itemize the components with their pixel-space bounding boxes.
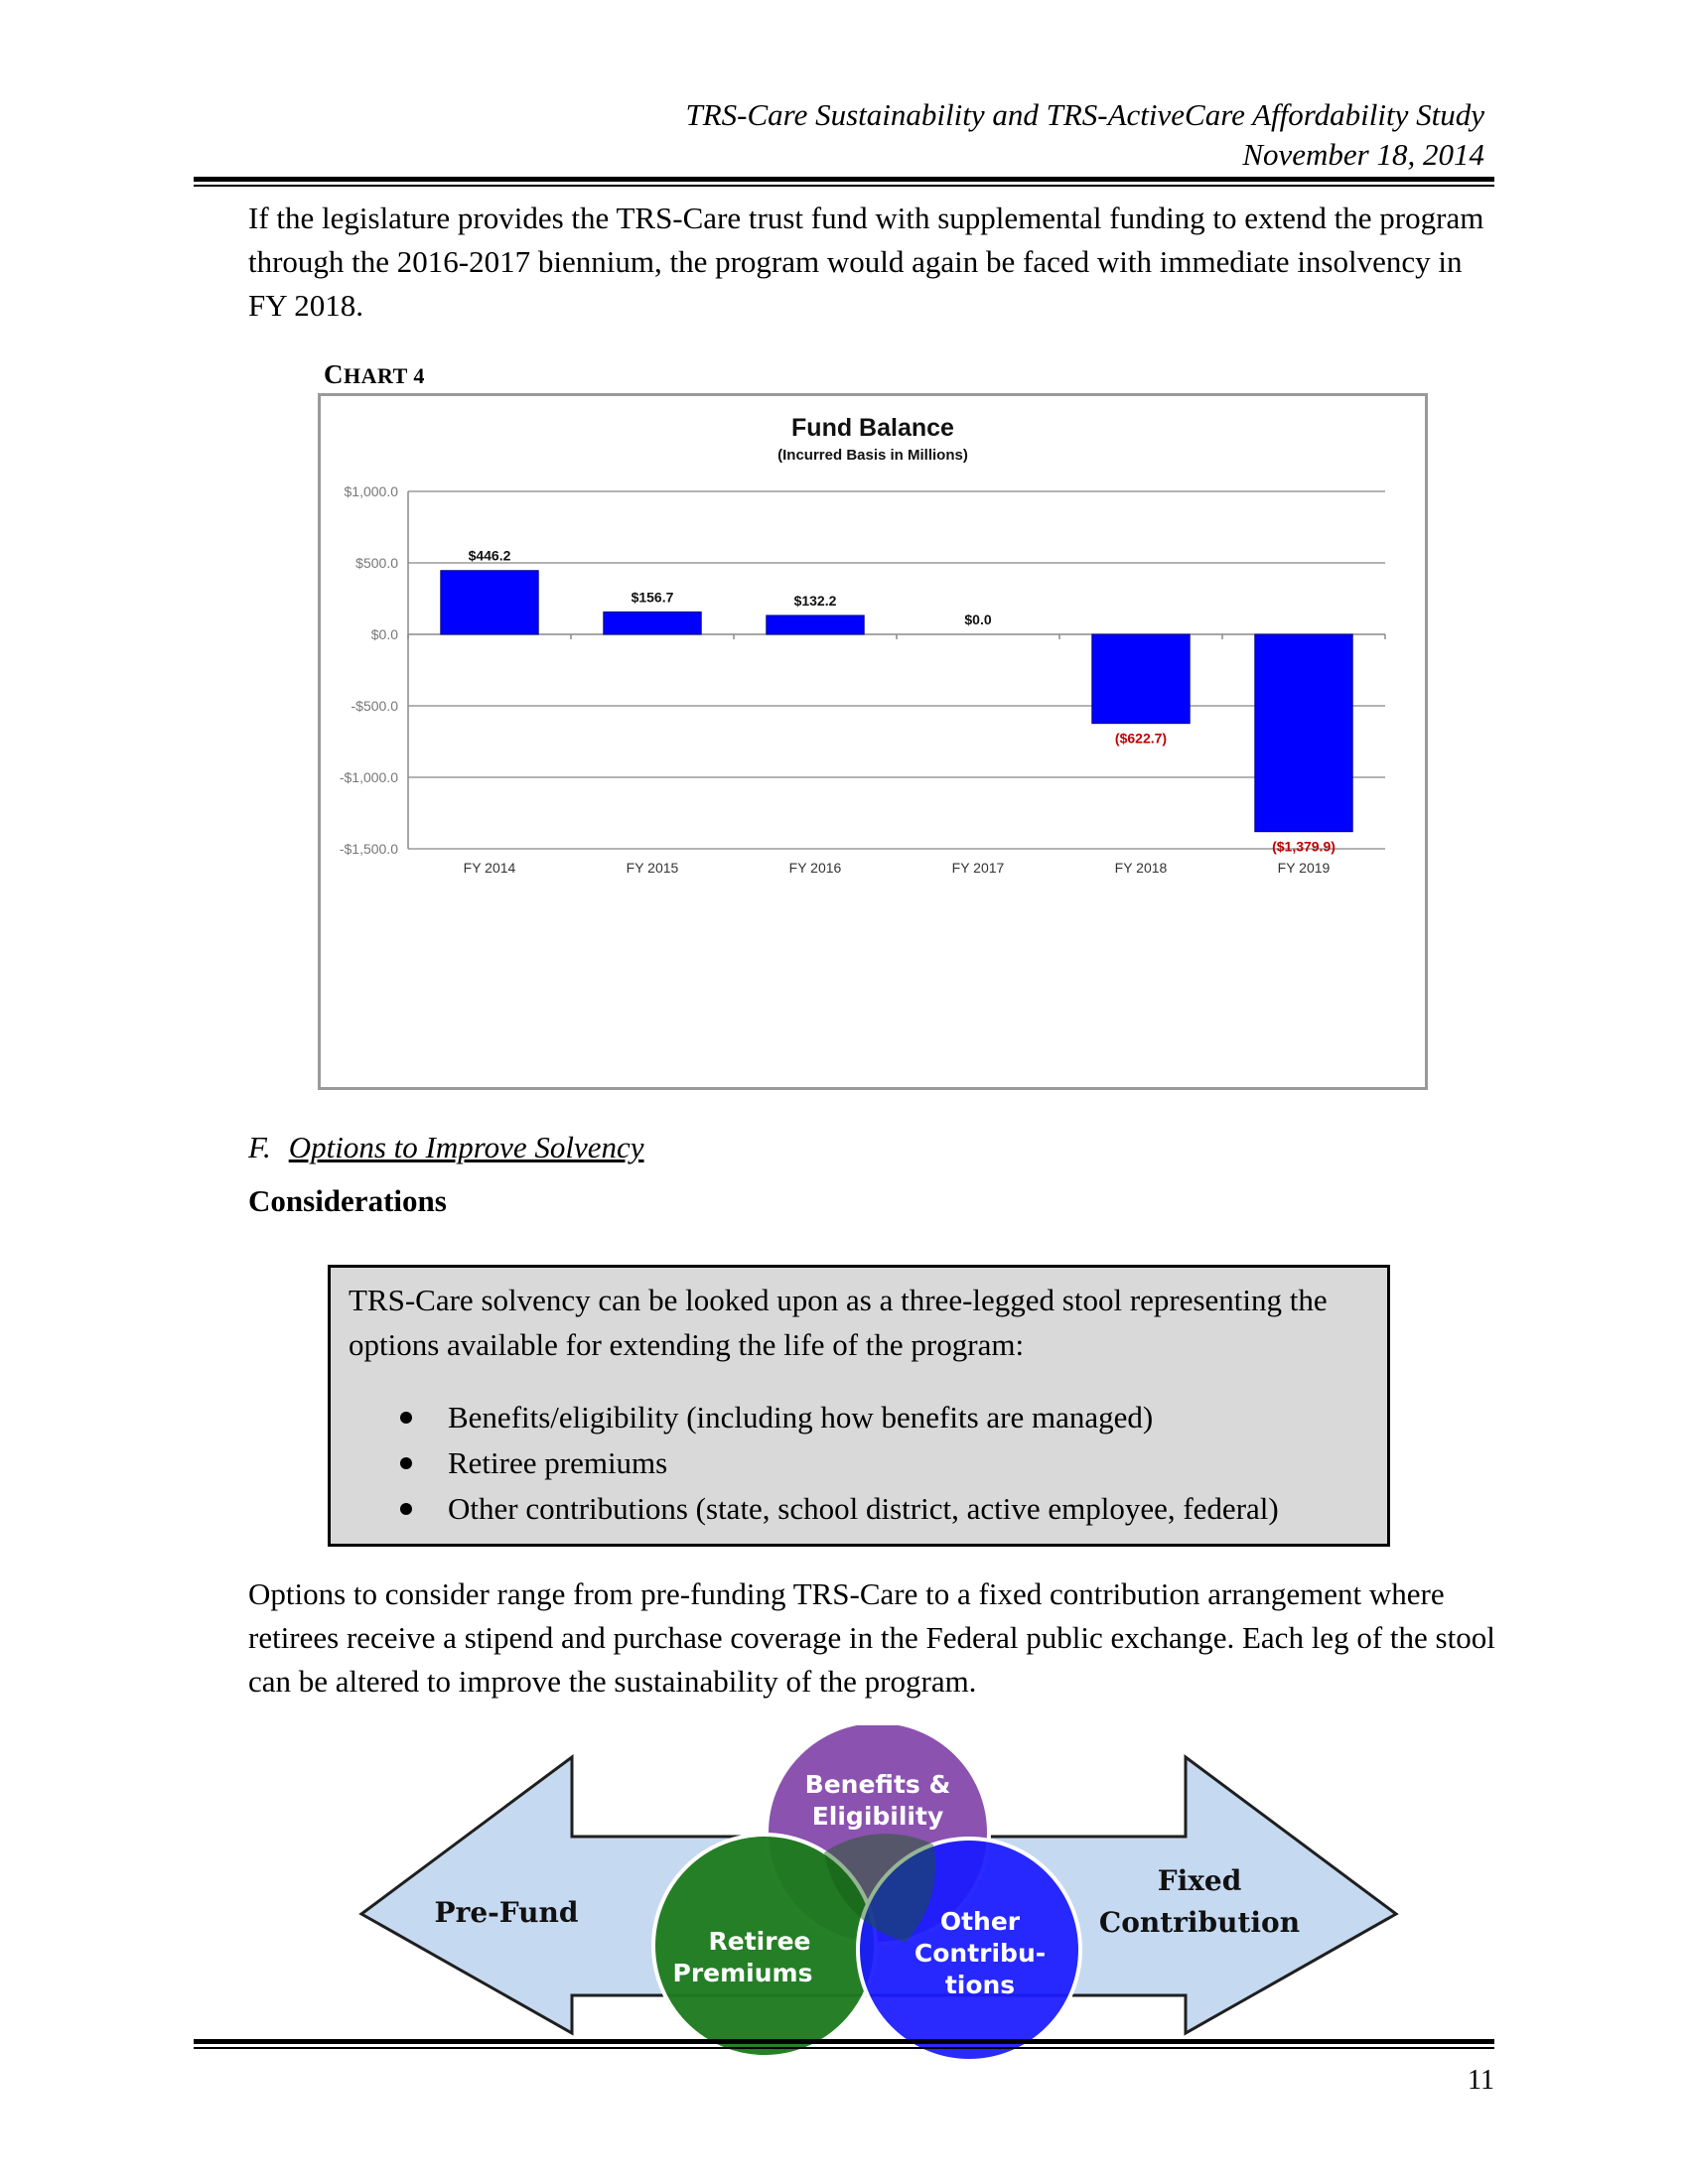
data-label: $0.0 (964, 612, 992, 627)
y-tick-label: $1,000.0 (344, 483, 398, 499)
contribution-label: Contribution (1098, 1906, 1301, 1939)
page-number: 11 (1468, 2065, 1494, 2096)
fixed-label: Fixed (1157, 1864, 1242, 1897)
x-tick-label: FY 2014 (463, 860, 516, 876)
chart-title: Fund Balance (791, 414, 954, 442)
footer-rule-thin (194, 2047, 1494, 2049)
options-paragraph: Options to consider range from pre-funding TRS-Care to a fixed contribution arrangement where retirees receive a stipend and purchase coverage in the Federal public exchange. Each leg of the stool can be altered to improve the sustainability of the program. (248, 1576, 1495, 1699)
bullet-icon (400, 1412, 412, 1424)
considerations-heading: Considerations (248, 1183, 447, 1218)
list-item: Benefits/eligibility (including how benefits are managed) (349, 1395, 1369, 1440)
bar (767, 615, 864, 634)
header-rule-thin (194, 185, 1494, 187)
bar (441, 571, 538, 634)
y-tick-label: $0.0 (370, 626, 398, 642)
list-item: Retiree premiums (349, 1440, 1369, 1486)
document-title: TRS-Care Sustainability and TRS-ActiveCare Affordability Study (685, 97, 1484, 132)
benefits-label-1: Benefits & (804, 1770, 951, 1799)
section-heading: F. Options to Improve Solvency (248, 1130, 644, 1164)
retiree-label-1: Retiree (708, 1927, 811, 1956)
data-label: $156.7 (631, 589, 674, 606)
x-tick-label: FY 2018 (1114, 860, 1168, 876)
x-tick-label: FY 2017 (951, 860, 1005, 876)
chart-gridlines (408, 491, 1385, 849)
y-tick-label: $500.0 (355, 555, 398, 571)
section-title: Options to Improve Solvency (288, 1130, 644, 1164)
data-label: ($622.7) (1114, 730, 1168, 747)
data-label: $446.2 (468, 547, 511, 564)
solvency-options-diagram (357, 1725, 1400, 2069)
bullet-icon (400, 1457, 412, 1469)
fund-balance-chart (318, 393, 1428, 1090)
bar (1092, 634, 1190, 724)
chart-subtitle: (Incurred Basis in Millions) (777, 447, 968, 464)
x-tick-label: FY 2016 (788, 860, 842, 876)
data-label: $132.2 (793, 592, 837, 609)
document-date: November 18, 2014 (1242, 137, 1484, 172)
other-label-3: tions (944, 1971, 1016, 1999)
chart-caption: CHART 4 (324, 359, 425, 389)
bar (1255, 634, 1352, 832)
retiree-label-2: Premiums (672, 1959, 813, 1987)
y-tick-label: -$1,500.0 (339, 841, 398, 857)
y-tick-label: -$500.0 (351, 698, 398, 714)
data-label: ($1,379.9) (1272, 838, 1336, 855)
bullet-icon (400, 1503, 412, 1515)
chart-bars (441, 571, 1352, 832)
x-tick-label: FY 2015 (626, 860, 679, 876)
list-item: Other contributions (state, school district, active employee, federal) (349, 1486, 1369, 1532)
y-tick-label: -$1,000.0 (339, 769, 398, 785)
other-label-1: Other (939, 1907, 1021, 1936)
document-header (686, 95, 1485, 175)
chart-canvas (321, 396, 1425, 1087)
pre-fund-label: Pre-Fund (434, 1896, 579, 1929)
other-label-2: Contribu- (914, 1939, 1047, 1968)
callout-text: TRS-Care solvency can be looked upon as a three-legged stool representing the options available for extending the life of the program: (349, 1283, 1328, 1362)
header-rule-thick (194, 177, 1494, 182)
chart-data-labels (469, 548, 1336, 855)
x-tick-label: FY 2019 (1277, 860, 1331, 876)
callout-box (328, 1265, 1390, 1547)
callout-bullet-list (349, 1395, 1369, 1532)
intro-paragraph: If the legislature provides the TRS-Care trust fund with supplemental funding to extend the program through the 2016-2017 biennium, the program would again be faced with immediate insolvency in FY 2018. (248, 201, 1484, 323)
bar (604, 612, 701, 634)
footer-rule-thick (194, 2039, 1494, 2044)
chart-axes (340, 483, 1385, 876)
benefits-label-2: Eligibility (811, 1802, 944, 1831)
